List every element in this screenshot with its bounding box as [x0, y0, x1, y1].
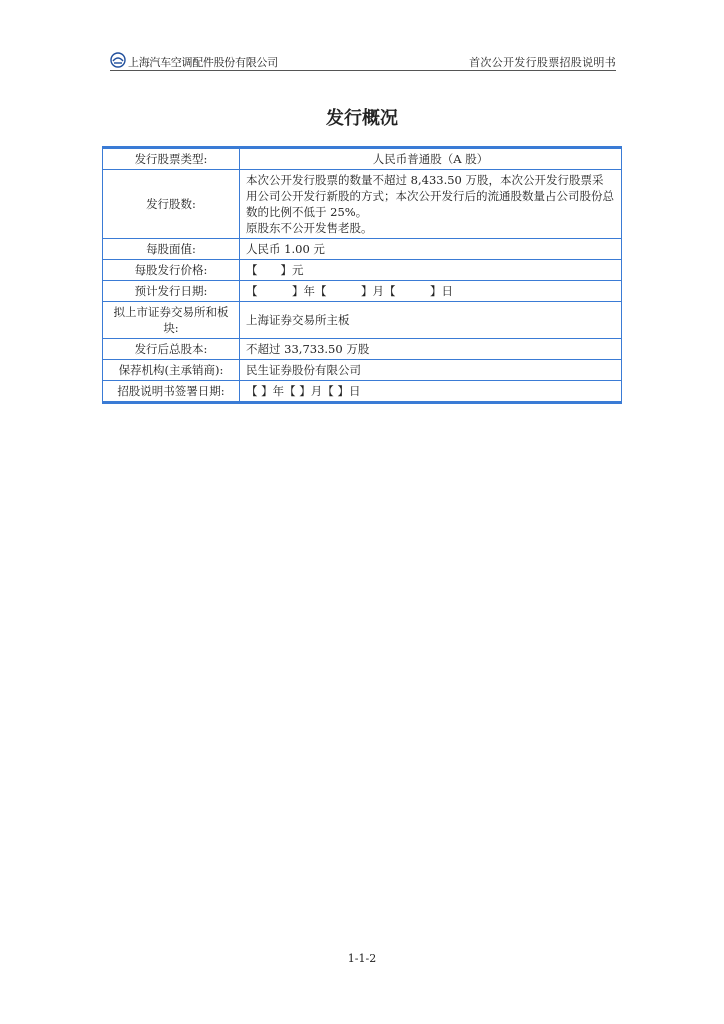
page-header	[110, 50, 616, 71]
row-value-line: 原股东不公开发售老股。	[246, 221, 373, 235]
offering-overview-table	[102, 146, 622, 404]
row-label: 招股说明书签署日期:	[103, 381, 240, 403]
table-row	[103, 339, 622, 360]
row-label: 发行股票类型:	[103, 148, 240, 170]
table-row	[103, 148, 622, 170]
row-label: 每股发行价格:	[103, 260, 240, 281]
row-value: 【 】年【 】月【 】日	[240, 381, 622, 403]
row-value-line: 本次公开发行股票的数量不超过 8,433.50 万股，本次公开发行股票采用公司公开发行新股的方式；本次公开发行后的流通股数量占公司股份总数的比例不低于 25%。	[246, 173, 614, 219]
row-label: 每股面值:	[103, 239, 240, 260]
row-label: 发行股数:	[103, 170, 240, 239]
row-value: 【 】年【 】月【 】日	[240, 281, 622, 302]
header-company-name: 上海汽车空调配件股份有限公司	[128, 56, 278, 69]
row-value: 【 】元	[240, 260, 622, 281]
row-label: 发行后总股本:	[103, 339, 240, 360]
row-label: 预计发行日期:	[103, 281, 240, 302]
row-label: 保荐机构(主承销商):	[103, 360, 240, 381]
table-row	[103, 281, 622, 302]
row-label: 拟上市证券交易所和板块:	[103, 302, 240, 339]
company-logo-icon	[110, 52, 126, 68]
row-value: 人民币普通股（A 股）	[240, 148, 622, 170]
table-row	[103, 260, 622, 281]
table-row	[103, 170, 622, 239]
row-value: 不超过 33,733.50 万股	[240, 339, 622, 360]
page-number: 1-1-2	[347, 952, 377, 965]
table-row	[103, 239, 622, 260]
table-row	[103, 360, 622, 381]
page-title: 发行概况	[326, 108, 398, 129]
row-value: 民生证券股份有限公司	[240, 360, 622, 381]
table-row	[103, 302, 622, 339]
header-document-title: 首次公开发行股票招股说明书	[469, 56, 616, 69]
row-value: 人民币 1.00 元	[240, 239, 622, 260]
row-value: 上海证券交易所主板	[240, 302, 622, 339]
table-row	[103, 381, 622, 403]
row-value	[240, 170, 622, 239]
